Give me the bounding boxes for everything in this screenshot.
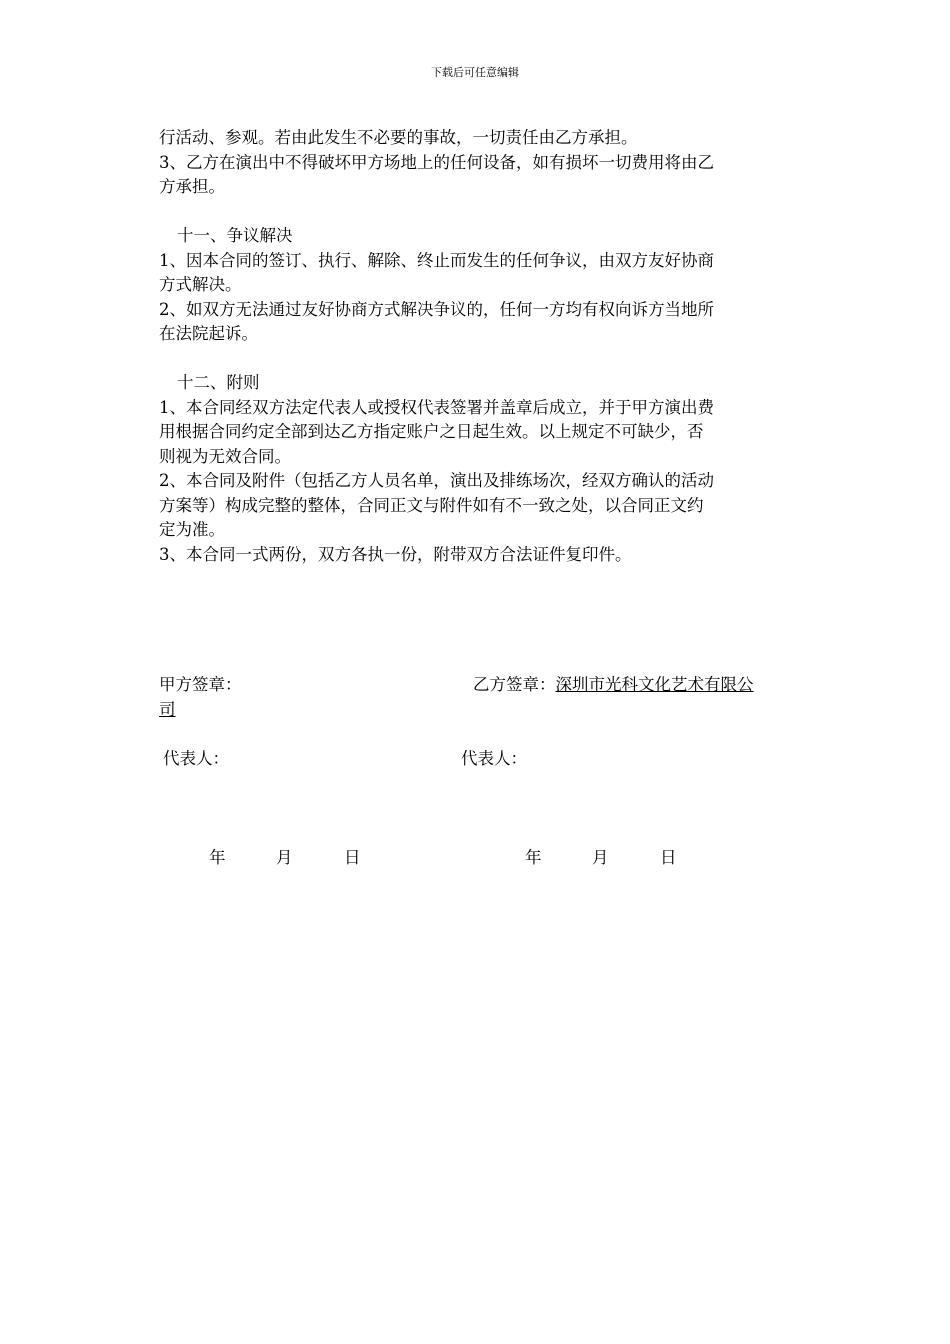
party-a-date-month: 月	[276, 848, 293, 867]
party-b-signature-label: 乙方签章：	[473, 675, 556, 694]
paragraph-line: 1、本合同经双方法定代表人或授权代表签署并盖章后成立，并于甲方演出费	[159, 397, 714, 417]
paragraph-line: 3、乙方在演出中不得破坏甲方场地上的任何设备，如有损坏一切费用将由乙	[159, 152, 714, 172]
party-b-signature	[473, 673, 754, 698]
paragraph-line: 方案等）构成完整的整体，合同正文与附件如有不一致之处，以合同正文约	[159, 495, 704, 515]
blank-line	[159, 200, 809, 225]
party-a-representative-label: 代表人：	[163, 749, 229, 768]
party-b-date-year: 年	[525, 848, 542, 867]
section-heading-supplementary: 十二、附则	[177, 373, 260, 392]
section-heading-dispute: 十一、争议解决	[177, 226, 293, 245]
paragraph-line: 2、本合同及附件（包括乙方人员名单，演出及排练场次，经双方确认的活动	[159, 471, 714, 490]
contract-body	[159, 126, 809, 567]
paragraph-line: 方式解决。	[159, 275, 242, 294]
blank-line	[159, 347, 809, 372]
party-b-date-month: 月	[592, 848, 609, 867]
paragraph-line: 则视为无效合同。	[159, 446, 291, 466]
party-b-date-day: 日	[660, 848, 677, 867]
party-b-company-name-continued: 司	[159, 699, 176, 719]
paragraph-line: 方承担。	[159, 177, 225, 196]
party-b-company-name: 深圳市光科文化艺术有限公	[555, 675, 754, 694]
party-a-date-year: 年	[209, 848, 226, 867]
page-header: 下载后可任意编辑	[431, 66, 519, 79]
party-b-representative-label: 代表人：	[461, 749, 527, 768]
paragraph-line: 3、本合同一式两份，双方各执一份，附带双方合法证件复印件。	[159, 544, 632, 564]
paragraph-line: 1、因本合同的签订、执行、解除、终止而发生的任何争议，由双方友好协商	[159, 250, 714, 270]
paragraph-line: 行活动、参观。若由此发生不必要的事故，一切责任由乙方承担。	[159, 128, 638, 147]
paragraph-line: 在法院起诉。	[159, 324, 258, 343]
party-a-date-day: 日	[344, 848, 361, 867]
paragraph-line: 用根据合同约定全部到达乙方指定账户之日起生效。以上规定不可缺少，否	[159, 422, 704, 441]
paragraph-line: 定为准。	[159, 520, 225, 539]
party-a-signature-label: 甲方签章：	[159, 675, 242, 694]
paragraph-line: 2、如双方无法通过友好协商方式解决争议的，任何一方均有权向诉方当地所	[159, 299, 714, 319]
